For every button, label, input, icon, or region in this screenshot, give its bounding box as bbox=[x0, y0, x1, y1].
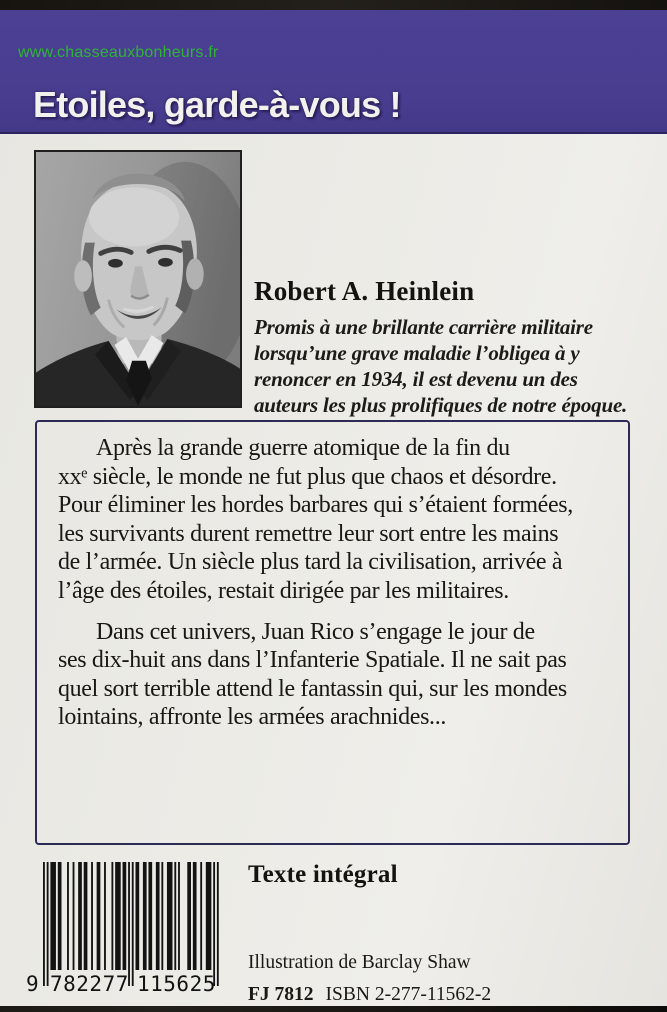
watermark-url: www.chasseauxbonheurs.fr bbox=[18, 44, 219, 61]
barcode-first-digit: 9 bbox=[26, 972, 40, 996]
synopsis-paragraph-1: Après la grande guerre atomique de la fin du xxᵉ siècle, le monde ne fut plus que chaos et désordre. Pour éliminer les hordes barbares qui s’étaient formées, les survivants durent remettre leur sort entre les mains de l’armée. Un siècle plus tard la civilisation, arrivée à l’âge des étoiles, restait dirigée par les militaires. bbox=[58, 435, 573, 604]
book-title: Etoiles, garde-à-vous ! bbox=[33, 84, 401, 125]
edition-note: Texte intégral bbox=[248, 861, 398, 888]
barcode-left-group: 782277 bbox=[50, 972, 129, 996]
synopsis-paragraph-2: Dans cet univers, Juan Rico s’engage le jour de ses dix-huit ans dans l’Infanterie Spatiale. Il ne sait pas quel sort terrible attend le fantassin qui, sur les mondes lointains, affronte les armées arachnides... bbox=[58, 618, 567, 731]
illustration-credit: Illustration de Barclay Shaw bbox=[248, 952, 471, 973]
barcode-right-group: 115625 bbox=[137, 972, 216, 996]
publisher-line bbox=[248, 984, 491, 1006]
synopsis-box bbox=[35, 420, 630, 845]
title-band bbox=[0, 10, 667, 134]
author-photo bbox=[34, 150, 242, 408]
publisher-code: FJ 7812 bbox=[248, 984, 314, 1005]
book-back-cover bbox=[0, 10, 667, 1006]
author-bio: Promis à une brillante carrière militaire lorsqu’une grave maladie l’obligea à y renoncer en 1934, il est devenu un des auteurs les plus prolifiques de notre époque. bbox=[254, 315, 628, 417]
barcode-bars bbox=[43, 862, 219, 986]
author-portrait-illustration bbox=[36, 152, 240, 406]
author-block bbox=[254, 276, 659, 418]
author-name: Robert A. Heinlein bbox=[254, 276, 475, 306]
barcode bbox=[0, 862, 240, 1012]
isbn: ISBN 2-277-11562-2 bbox=[325, 984, 492, 1005]
